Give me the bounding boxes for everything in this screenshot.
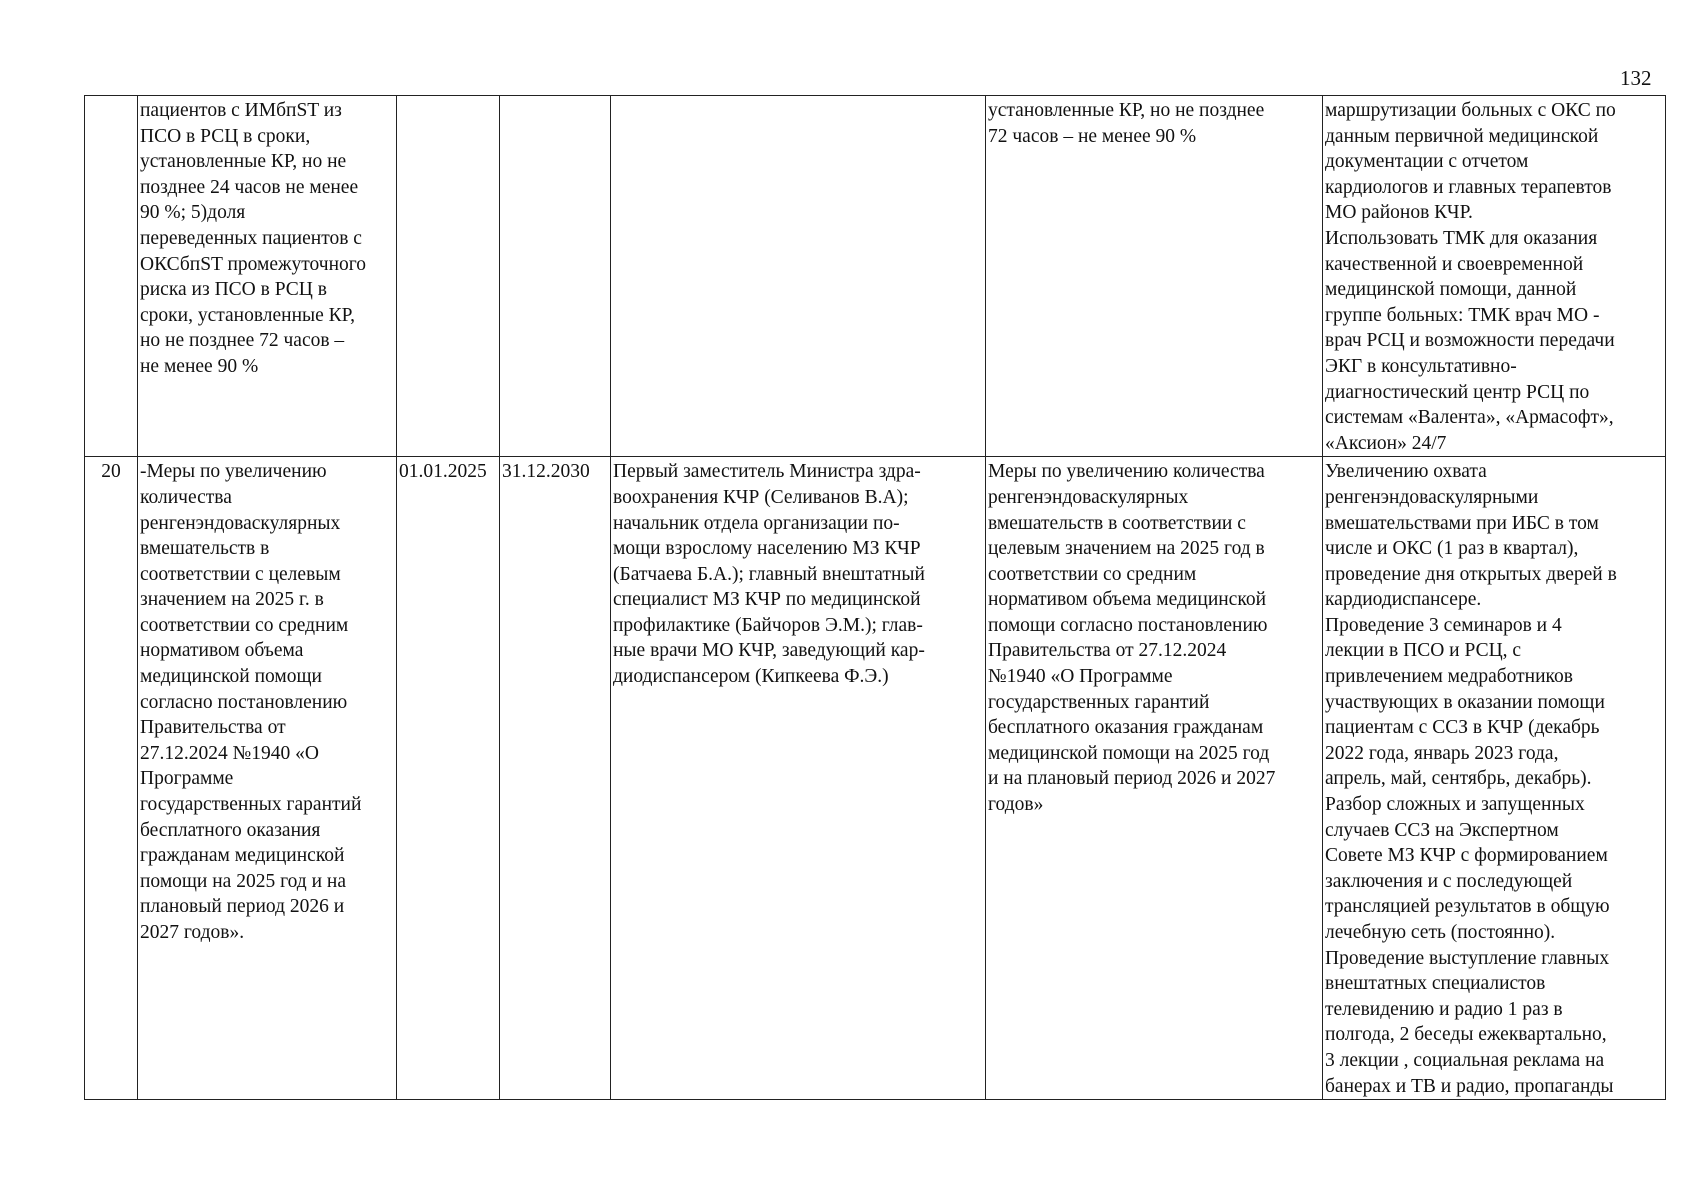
indicator-cell: установленные КР, но не позднее 72 часов – не менее 90 % — [986, 96, 1323, 457]
result-cell: Увеличению охвата ренгенэндоваскулярными вмешательствами при ИБС в том числе и ОКС (1 раз в квартал), проведение дня открытых дверей в кардиодиспансере. Проведение 3 семинаров и 4 лекции в ПСО и РСЦ, с привлечением медработников участвующих в оказании помощи пациентам с ССЗ в КЧР (декабрь 2022 года, январь 2023 года, апрель, май, сентябрь, декабрь). Разбор сложных и запущенных случаев ССЗ на Экспертном Совете МЗ КЧР с формированием заключения и с последующей трансляцией результатов в общую лечебную сеть (постоянно). Проведение выступление главных внештатных специалистов телевидению и радио 1 раз в полгода, 2 беседы ежеквартально, 3 лекции , социальная реклама на банерах и ТВ и радио, пропаганды — [1323, 457, 1666, 1100]
result-cell: маршрутизации больных с ОКС по данным первичной медицинской документации с отчетом кардиологов и главных терапевтов МО районов КЧР. Использовать ТМК для оказания качественной и своевременной медицинской помощи, данной группе больных: ТМК врач МО - врач РСЦ и возможности передачи ЭКГ в консультативно- диагностический центр РСЦ по системам «Валента», «Армасофт», «Аксион» 24/7 — [1323, 96, 1666, 457]
measures-table — [84, 95, 1666, 1100]
end-date-cell — [500, 96, 611, 457]
responsible-cell — [611, 96, 986, 457]
page-number: 132 — [1620, 66, 1652, 90]
measure-cell: пациентов с ИМбпST из ПСО в РСЦ в сроки, установленные КР, но не позднее 24 часов не менее 90 %; 5)доля переведенных пациентов с ОКСбпST промежуточного риска из ПСО в РСЦ в сроки, установленные КР, но не позднее 72 часов – не менее 90 % — [138, 96, 397, 457]
start-date-cell — [397, 96, 500, 457]
responsible-cell: Первый заместитель Министра здра- воохранения КЧР (Селиванов В.А); начальник отдела организации по- мощи взрослому населению МЗ КЧР (Батчаева Б.А.); главный внештатный специалист МЗ КЧР по медицинской профилактике (Байчоров Э.М.); глав- ные врачи МО КЧР, заведующий кар- диодиспансером (Кипкеева Ф.Э.) — [611, 457, 986, 1100]
table-row — [85, 457, 1666, 1100]
indicator-cell: Меры по увеличению количества ренгенэндоваскулярных вмешательств в соответствии с целевым значением на 2025 год в соответствии со средним нормативом объема медицинской помощи согласно постановлению Правительства от 27.12.2024 №1940 «О Программе государственных гарантий бесплатного оказания гражданам медицинской помощи на 2025 год и на плановый период 2026 и 2027 годов» — [986, 457, 1323, 1100]
row-number-cell — [85, 96, 138, 457]
row-number-cell: 20 — [85, 457, 138, 1100]
end-date-cell: 31.12.2030 — [500, 457, 611, 1100]
measure-cell: -Меры по увеличению количества ренгенэндоваскулярных вмешательств в соответствии с целевым значением на 2025 г. в соответствии со средним нормативом объема медицинской помощи согласно постановлению Правительства от 27.12.2024 №1940 «О Программе государственных гарантий бесплатного оказания гражданам медицинской помощи на 2025 год и на плановый период 2026 и 2027 годов». — [138, 457, 397, 1100]
table-row — [85, 96, 1666, 457]
start-date-cell: 01.01.2025 — [397, 457, 500, 1100]
